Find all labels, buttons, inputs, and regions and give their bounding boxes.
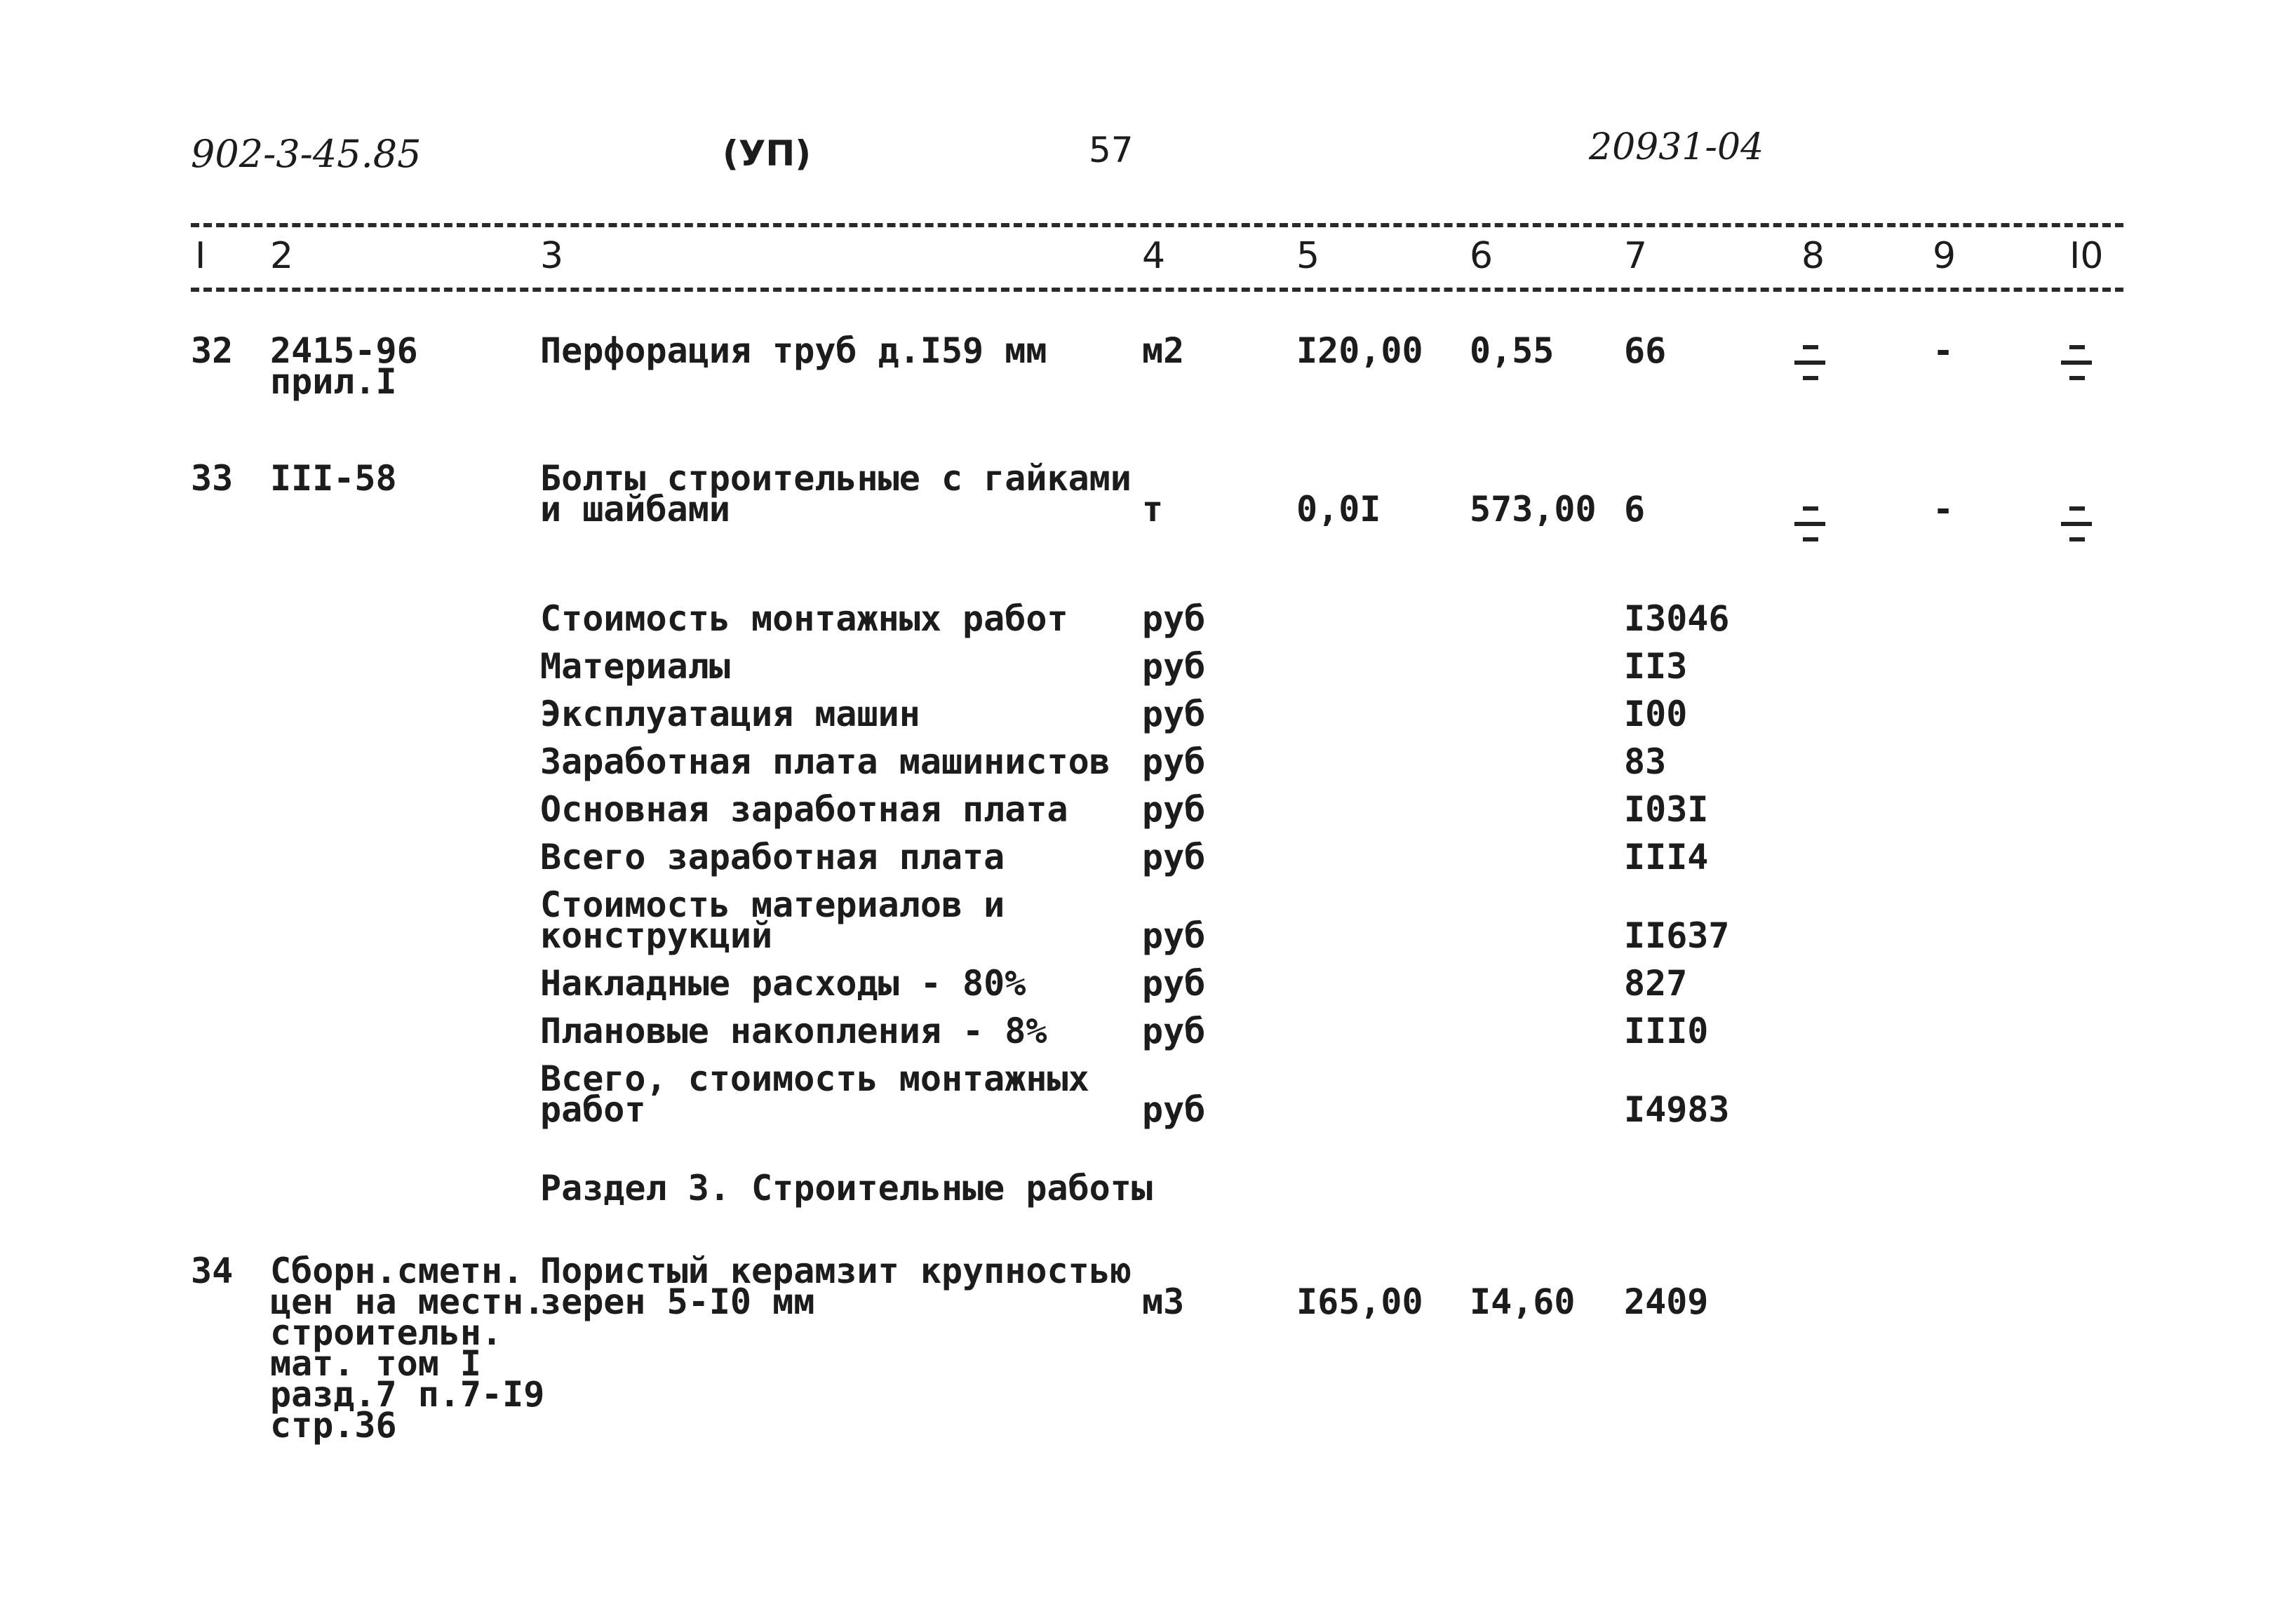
row-unit: м2 [1142,330,1185,371]
col-header-6: 6 [1470,235,1493,277]
summary-unit: руб [1142,1089,1206,1130]
ditto-icon [1794,345,1825,387]
summary-value: I4983 [1624,1089,1730,1130]
summary-value: I3046 [1624,598,1730,639]
row-code-line: Сборн.сметн. [270,1251,524,1291]
row-description: зерен 5-I0 мм [540,1281,815,1322]
ditto-icon [1794,506,1825,548]
summary-label: Стоимость материалов и [540,884,1005,925]
ditto-icon [2061,345,2092,387]
row-quantity: 0,0I [1296,489,1381,530]
summary-value: I03I [1624,789,1709,830]
section-title: Раздел 3. Строительные работы [540,1168,1153,1209]
col-header-4: 4 [1142,235,1166,277]
row-code-line: стр.36 [270,1405,397,1446]
summary-label: Заработная плата машинистов [540,741,1110,782]
page-number: 57 [1089,130,1134,170]
doc-code: 902-3-45.85 [191,132,422,176]
row-code-line: разд.7 п.7-I9 [270,1374,545,1415]
summary-value: III4 [1624,837,1709,877]
row-unit-price: I4,60 [1470,1281,1576,1322]
summary-unit: руб [1142,837,1206,877]
row-col9: - [1933,330,1954,371]
row-description: и шайбами [540,489,730,530]
row-description: Перфорация труб д.I59 мм [540,330,1047,371]
summary-label: Всего заработная плата [540,837,1005,877]
summary-unit: руб [1142,694,1206,734]
row-number: 33 [191,458,234,499]
summary-unit: руб [1142,915,1206,956]
col-header-7: 7 [1624,235,1648,277]
summary-label: конструкций [540,915,773,956]
row-code-line: 2415-96 [270,330,418,371]
row-code-line: строительн. [270,1312,503,1353]
row-quantity: I20,00 [1296,330,1423,371]
summary-unit: руб [1142,646,1206,687]
row-description: Болты строительные с гайками [540,458,1132,499]
summary-label: Накладные расходы - 80% [540,963,1026,1004]
col-header-5: 5 [1296,235,1320,277]
summary-label: Всего, стоимость монтажных [540,1058,1089,1099]
col-header-10: I0 [2069,235,2104,277]
row-unit-price: 0,55 [1470,330,1555,371]
row-code-line: III-58 [270,458,397,499]
summary-label: Плановые накопления - 8% [540,1011,1047,1051]
summary-label: Эксплуатация машин [540,694,920,734]
summary-label: Материалы [540,646,730,687]
row-code-line: мат. том I [270,1343,482,1384]
summary-label: Основная заработная плата [540,789,1068,830]
summary-value: II637 [1624,915,1730,956]
summary-label: Стоимость монтажных работ [540,598,1068,639]
row-number: 32 [191,330,234,371]
summary-unit: руб [1142,598,1206,639]
summary-label: работ [540,1089,646,1130]
row-code-line: цен на местн. [270,1281,545,1322]
row-code-line: прил.I [270,361,397,402]
doc-mark: (УП) [723,133,812,174]
row-quantity: I65,00 [1296,1281,1423,1322]
summary-unit: руб [1142,741,1206,782]
row-total: 2409 [1624,1281,1709,1322]
header-rule-top [191,223,2123,227]
summary-unit: руб [1142,1011,1206,1051]
row-number: 34 [191,1251,234,1291]
summary-value: III0 [1624,1011,1709,1051]
summary-value: 83 [1624,741,1667,782]
row-unit: м3 [1142,1281,1185,1322]
summary-value: II3 [1624,646,1688,687]
ditto-icon [2061,506,2092,548]
summary-value: 827 [1624,963,1688,1004]
row-col9: - [1933,489,1954,530]
col-header-8: 8 [1801,235,1825,277]
row-unit: т [1142,489,1164,530]
row-unit-price: 573,00 [1470,489,1597,530]
col-header-9: 9 [1933,235,1956,277]
row-total: 6 [1624,489,1646,530]
summary-unit: руб [1142,963,1206,1004]
col-header-1: I [195,235,206,277]
row-total: 66 [1624,330,1667,371]
inventory-number: 20931-04 [1589,126,1764,168]
col-header-3: 3 [540,235,564,277]
summary-unit: руб [1142,789,1206,830]
header-rule-bottom [191,288,2123,292]
row-description: Пористый керамзит крупностью [540,1251,1132,1291]
summary-value: I00 [1624,694,1688,734]
col-header-2: 2 [270,235,294,277]
